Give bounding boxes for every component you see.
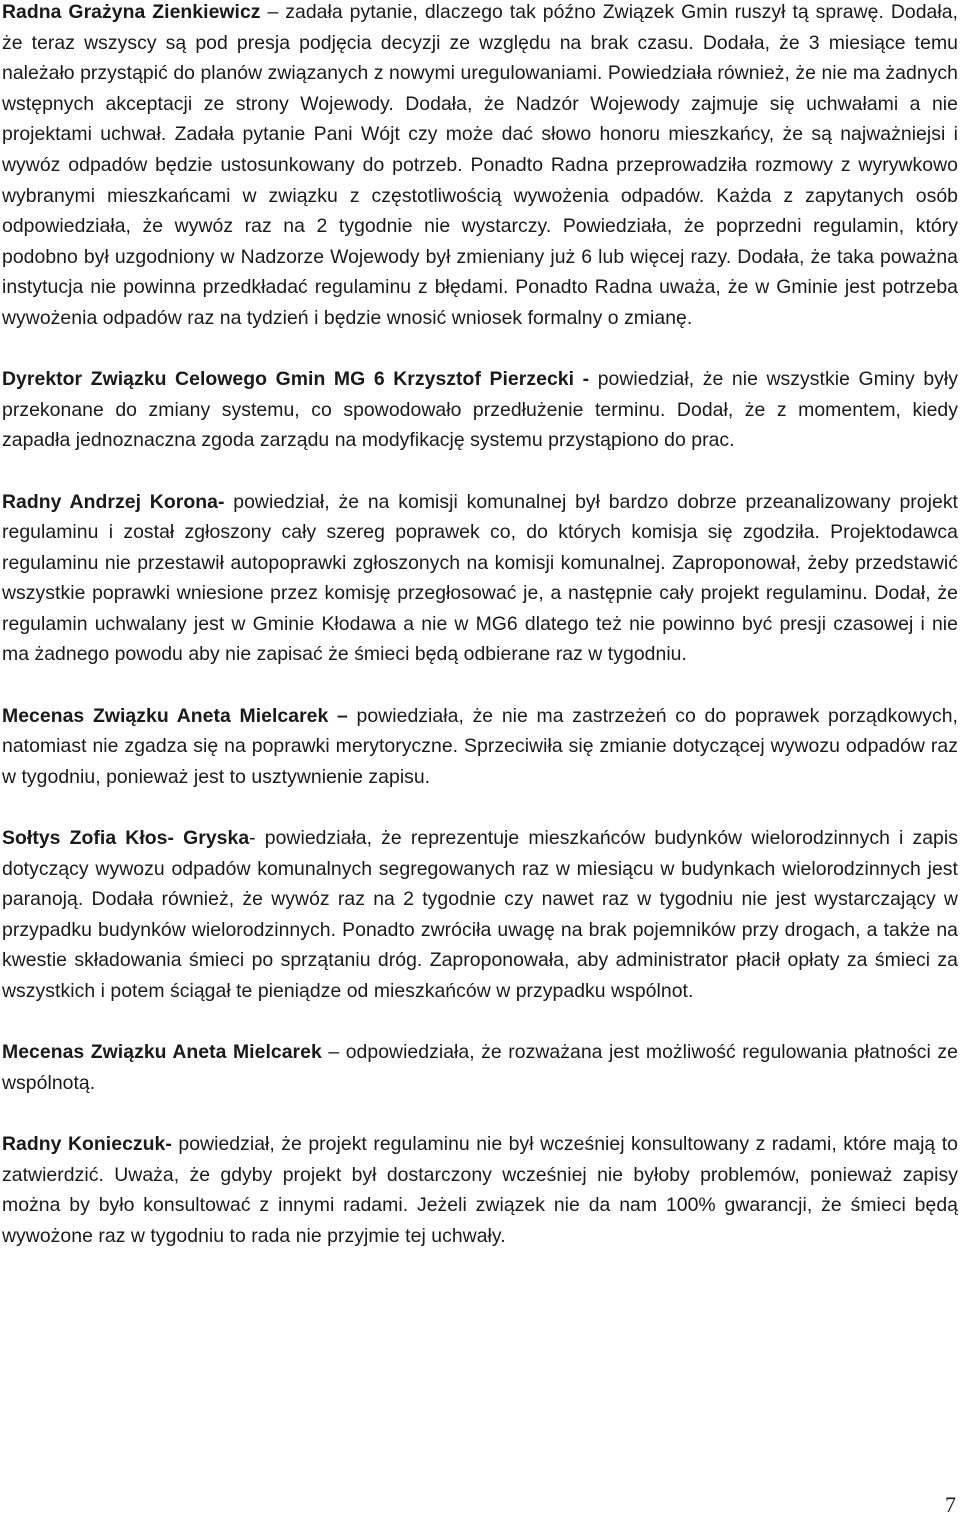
paragraph-text: – zadała pytanie, dlaczego tak późno Związek Gmin ruszył tą sprawę. Dodała, że teraz wszyscy są pod presja podjęcia decyzji ze względu na brak czasu. Dodała, że 3 miesiące temu należało przystąpić do planów związanych z nowymi uregulowaniami. Powiedziała również, że nie ma żadnych wstępnych akceptacji ze strony Wojewody. Dodała, że Nadzór Wojewody zajmuje się uchwałami a nie projektami uchwał. Zadała pytanie Pani Wójt czy może dać słowo honoru mieszkańcy, że są najważniejsi i wywóz odpadów będzie ustosunkowany do potrzeb. Ponadto Radna przeprowadziła rozmowy z wyrywkowo wybranymi mieszkańcami w związku z częstotliwością wywożenia odpadów. Każda z zapytanych osób odpowiedziała, że wywóz raz na 2 tygodnie nie wystarczy. Powiedziała, że poprzedni regulamin, który podobno był uzgodniony w Nadzorze Wojewody był zmieniany już 6 lub więcej razy. Dodała, że taka poważna instytucja nie powinna przedkładać regulaminu z błędami. Ponadto Radna uważa, że w Gminie jest potrzeba wywożenia odpadów raz na tydzień i będzie wnosić wniosek formalny o zmianę. xyxy=(2,1,958,329)
speaker-name: Dyrektor Związku Celowego Gmin MG 6 Krzysztof Pierzecki - xyxy=(2,368,590,391)
paragraph-text: powiedziała, że nie ma zastrzeżeń co do poprawek porządkowych, natomiast nie zgadza się na poprawki merytoryczne. Sprzeciwiła się zmianie dotyczącej wywozu odpadów raz w tygodniu, ponieważ jest to usztywnienie zapisu. xyxy=(2,704,958,788)
paragraph-mielcarek-2 xyxy=(2,1037,958,1098)
paragraph-korona xyxy=(2,487,958,671)
speaker-name: Radny Konieczuk- xyxy=(2,1132,172,1155)
speaker-name: Radna Grażyna Zienkiewicz xyxy=(2,1,261,23)
speaker-name: Sołtys Zofia Kłos- Gryska xyxy=(2,827,250,850)
paragraph-text: powiedział, że projekt regulaminu nie był wcześniej konsultowany z radami, które mają to zatwierdzić. Uważa, że gdyby projekt był dostarczony wcześniej nie byłoby problemów, ponieważ zapisy można by było konsultować z innymi radami. Jeżeli związek nie da nam 100% gwarancji, że śmieci będą wywożone raz w tygodniu to rada nie przyjmie tej uchwały. xyxy=(2,1132,958,1247)
paragraph-mielcarek-1 xyxy=(2,701,958,793)
speaker-name: Mecenas Związku Aneta Mielcarek xyxy=(2,1041,322,1064)
paragraph-text: powiedział, że na komisji komunalnej był bardzo dobrze przeanalizowany projekt regulaminu i został zgłoszony cały szereg poprawek co, do których komisja się zgodziła. Projektodawca regulaminu nie przestawił autopoprawki zgłoszonych na komisji komunalnej. Zaproponował, żeby przedstawić wszystkie poprawki wniesione przez komisję przegłosować je, a następnie cały projekt regulaminu. Dodał, że regulamin uchwalany jest w Gminie Kłodawa a nie w MG6 dlatego też nie powinno być presji czasowej i nie ma żadnego powodu aby nie zapisać że śmieci będą odbierane raz w tygodniu. xyxy=(2,490,958,666)
speaker-name: Radny Andrzej Korona- xyxy=(2,490,225,513)
speaker-name: Mecenas Związku Aneta Mielcarek – xyxy=(2,704,348,727)
paragraph-text: – odpowiedziała, że rozważana jest możliwość regulowania płatności ze wspólnotą. xyxy=(2,1041,958,1094)
paragraph-zienkiewicz xyxy=(2,0,958,334)
paragraph-klos-gryska xyxy=(2,823,958,1007)
paragraph-konieczuk xyxy=(2,1129,958,1251)
paragraph-text: - powiedziała, że reprezentuje mieszkańców budynków wielorodzinnych i zapis dotyczący wywozu odpadów komunalnych segregowanych raz w miesiącu w budynkach wielorodzinnych jest paranoją. Dodała również, że wywóz raz na 2 tygodnie czy nawet raz w tygodniu nie jest wystarczający w przypadku budynków wielorodzinnych. Ponadto zwróciła uwagę na brak pojemników przy drogach, a także na kwestie składowania śmieci po sprzątaniu dróg. Zaproponowała, aby administrator płacił opłaty za śmieci za wszystkich i potem ściągał te pieniądze od mieszkańców w przypadku wspólnot. xyxy=(2,827,958,1002)
page-number: 7 xyxy=(945,1492,956,1517)
paragraph-pierzecki xyxy=(2,364,958,456)
paragraph-text: powiedział, że nie wszystkie Gminy były przekonane do zmiany systemu, co spowodowało przedłużenie terminu. Dodał, że z momentem, kiedy zapadła jednoznaczna zgoda zarządu na modyfikację systemu przystąpiono do prac. xyxy=(2,368,958,452)
